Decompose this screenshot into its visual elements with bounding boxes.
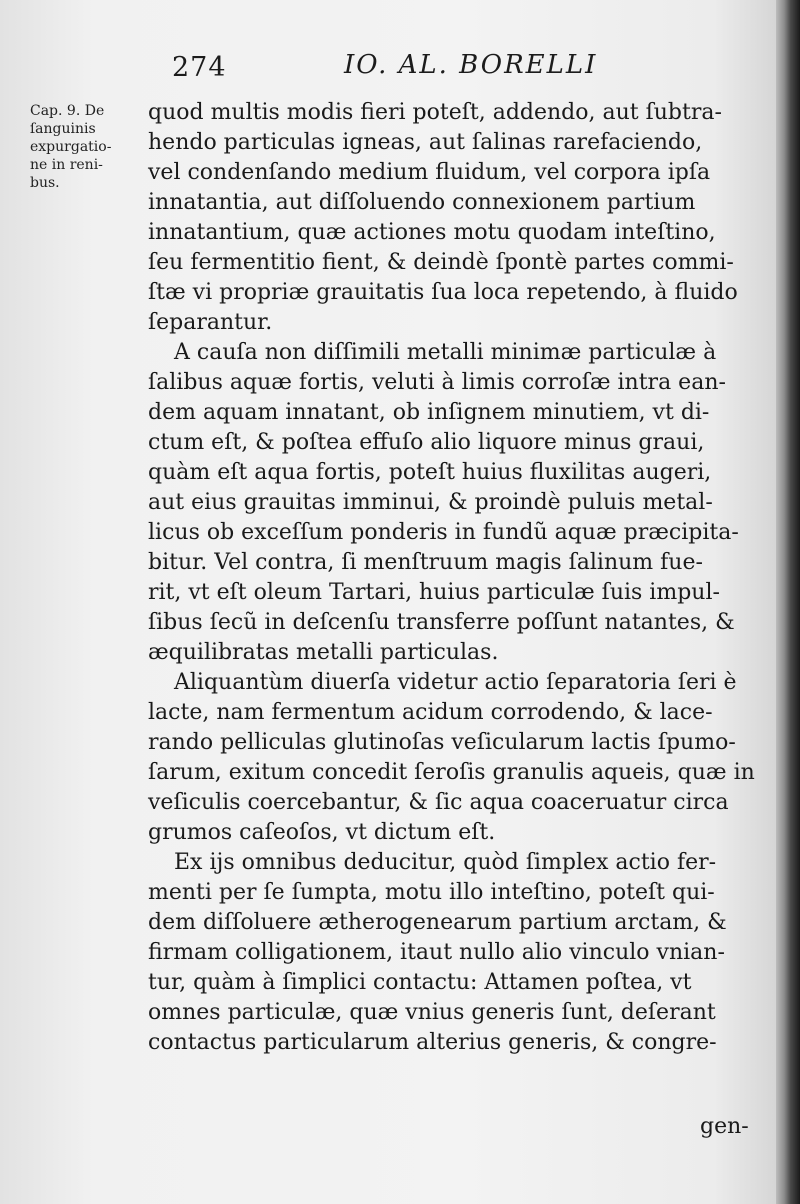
page-header	[0, 44, 776, 92]
text-line: bitur. Vel contra, ſi menſtruum magis ſalinum fue-	[148, 550, 703, 575]
margin-note-line: bus.	[30, 175, 60, 191]
text-line: ſeparantur.	[148, 310, 273, 335]
page-number: 274	[172, 52, 227, 83]
text-line: Aliquantùm diuerſa videtur actio ſeparatoria ſeri è	[174, 670, 737, 695]
text-line: ſarum, exitum concedit ſeroſis granulis aqueis, quæ in	[148, 760, 755, 785]
text-line: rando pelliculas glutinoſas veſicularum lactis ſpumo-	[148, 730, 736, 755]
margin-note-line: Cap. 9. De	[30, 103, 105, 119]
text-line: hendo particulas igneas, aut ſalinas rarefaciendo,	[148, 130, 703, 155]
text-line: veſiculis coercebantur, & ſic aqua coaceruatur circa	[148, 790, 729, 815]
text-line: quod multis modis fieri poteſt, addendo, aut ſubtra-	[148, 100, 722, 125]
text-line: aut eius grauitas imminui, & proindè puluis metal-	[148, 490, 713, 515]
binding-gutter	[776, 0, 800, 1204]
text-line: æquilibratas metalli particulas.	[148, 640, 499, 665]
text-line: innatantium, quæ actiones motu quodam inteſtino,	[148, 220, 716, 245]
text-line: A cauſa non diſſimili metalli minimæ particulæ à	[174, 340, 717, 365]
text-line: ſibus ſecũ in deſcenſu transferre poſſunt natantes, &	[148, 610, 735, 635]
text-line: ctum eſt, & poſtea effuſo alio liquore minus graui,	[148, 430, 705, 455]
text-line: grumos caſeoſos, vt dictum eſt.	[148, 820, 496, 845]
body-text	[148, 98, 768, 1058]
text-line: omnes particulæ, quæ vnius generis ſunt, deſerant	[148, 1000, 716, 1025]
text-line: dem diſſoluere ætherogenearum partium arctam, &	[148, 910, 727, 935]
margin-note-line: expurgatio-	[30, 139, 112, 155]
text-line: lacte, nam fermentum acidum corrodendo, & lace-	[148, 700, 713, 725]
text-line: innatantia, aut diſſoluendo connexionem partium	[148, 190, 696, 215]
text-line: contactus particularum alterius generis, & congre-	[148, 1030, 717, 1055]
text-line: rit, vt eſt oleum Tartari, huius particulæ ſuis impul-	[148, 580, 720, 605]
text-line: licus ob exceſſum ponderis in fundũ aquæ præcipita-	[148, 520, 739, 545]
text-line: vel condenſando medium fluidum, vel corpora ipſa	[148, 160, 711, 185]
margin-note-line: ne in reni-	[30, 157, 103, 173]
text-line: firmam colligationem, itaut nullo alio vinculo vnian-	[148, 940, 725, 965]
text-line: quàm eſt aqua fortis, poteſt huius fluxilitas augeri,	[148, 460, 712, 485]
running-head: IO. AL. BORELLI	[344, 50, 598, 80]
text-line: tur, quàm à ſimplici contactu: Attamen poſtea, vt	[148, 970, 692, 995]
margin-note	[30, 102, 142, 192]
text-line: dem aquam innatant, ob inſignem minutiem, vt di-	[148, 400, 710, 425]
text-line: ſalibus aquæ fortis, veluti à limis corroſæ intra ean-	[148, 370, 726, 395]
text-line: ſtæ vi propriæ grauitatis ſua loca repetendo, à fluido	[148, 280, 738, 305]
text-line: Ex ijs omnibus deducitur, quòd ſimplex actio fer-	[174, 850, 717, 875]
text-line: ſeu fermentitio fient, & deindè ſpontè partes commi-	[148, 250, 734, 275]
catchword: gen-	[700, 1114, 749, 1139]
text-line: menti per ſe ſumpta, motu illo inteſtino, poteſt qui-	[148, 880, 715, 905]
margin-note-line: ſanguinis	[30, 121, 96, 137]
